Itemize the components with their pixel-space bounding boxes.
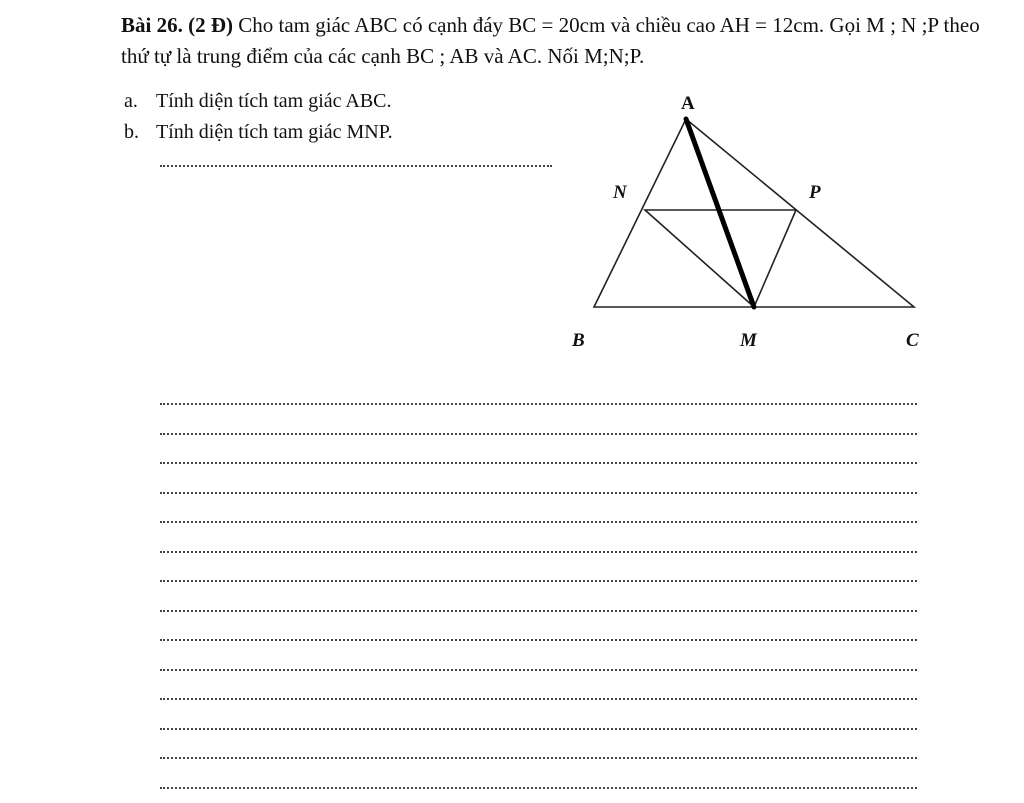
answer-line[interactable] xyxy=(160,580,917,582)
question-list xyxy=(124,86,393,148)
question-a xyxy=(124,86,393,117)
answer-line[interactable] xyxy=(160,639,917,641)
answer-line[interactable] xyxy=(160,551,917,553)
answer-line[interactable] xyxy=(160,610,917,612)
question-text: Tính diện tích tam giác ABC. xyxy=(156,90,392,112)
answer-line[interactable] xyxy=(160,698,917,700)
triangle-abc xyxy=(594,119,914,307)
vertex-label-m: M xyxy=(740,330,757,351)
question-b xyxy=(124,117,393,148)
question-text: Tính diện tích tam giác MNP. xyxy=(156,121,393,143)
answer-line[interactable] xyxy=(160,728,917,730)
question-letter: a. xyxy=(124,90,138,112)
answer-line[interactable] xyxy=(160,462,917,464)
answer-line-short[interactable] xyxy=(160,165,552,167)
vertex-label-b: B xyxy=(572,330,585,351)
answer-line[interactable] xyxy=(160,433,917,435)
vertex-label-n: N xyxy=(613,182,627,203)
question-letter: b. xyxy=(124,121,139,143)
answer-line[interactable] xyxy=(160,403,917,405)
answer-line[interactable] xyxy=(160,669,917,671)
problem-text: Cho tam giác ABC có cạnh đáy BC = 20cm và chiều cao AH = 12cm. Gọi M ; N ;P theo thứ tự là trung điểm của các cạnh BC ; AB và AC. Nối M;N;P. xyxy=(121,13,980,68)
answer-line[interactable] xyxy=(160,787,917,789)
vertex-label-c: C xyxy=(906,330,919,351)
vertex-label-a: A xyxy=(681,93,695,114)
problem-number: Bài 26. xyxy=(121,13,183,37)
answer-line[interactable] xyxy=(160,492,917,494)
triangle-mnp xyxy=(645,210,796,307)
problem-statement xyxy=(121,10,1001,72)
triangle-diagram xyxy=(560,88,950,363)
triangle-figure xyxy=(560,88,950,363)
answer-line[interactable] xyxy=(160,521,917,523)
vertex-label-p: P xyxy=(809,182,821,203)
problem-points: (2 Đ) xyxy=(188,13,233,37)
answer-line[interactable] xyxy=(160,757,917,759)
